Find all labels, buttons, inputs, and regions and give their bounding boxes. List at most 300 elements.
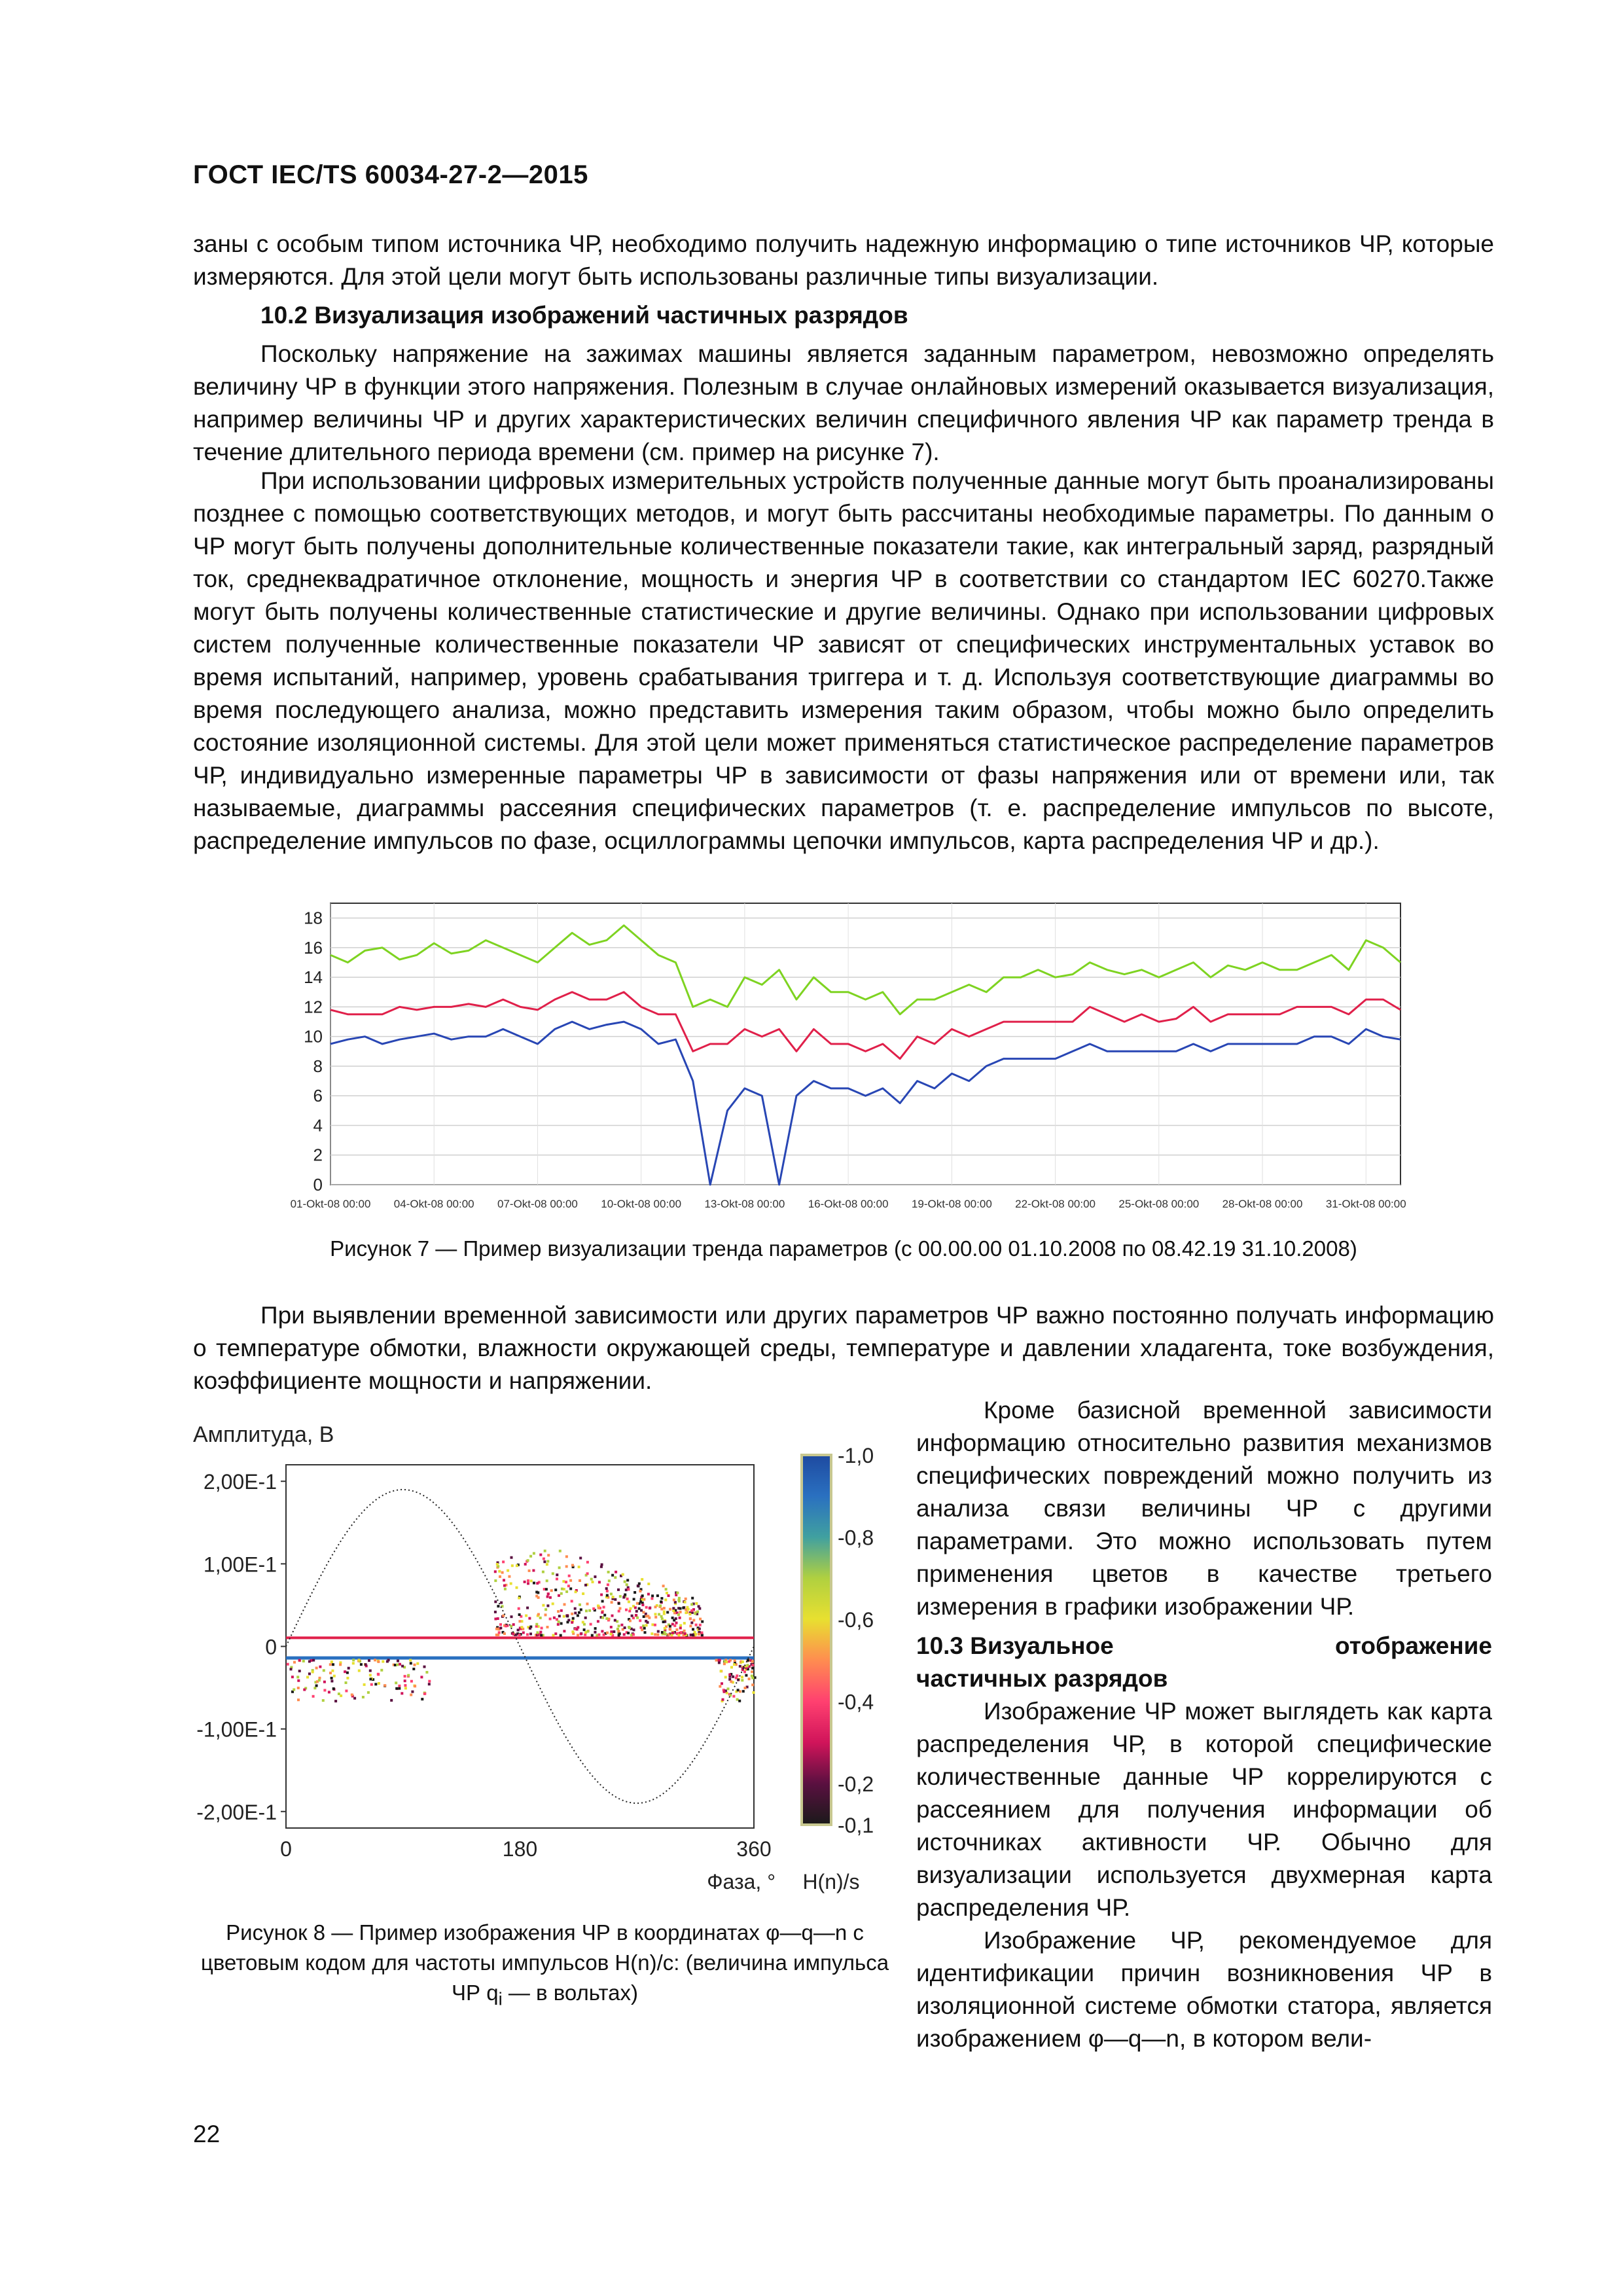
- pd-pattern-point: [560, 1609, 563, 1612]
- pd-pattern-point: [308, 1660, 311, 1663]
- pd-pattern-point: [733, 1663, 736, 1666]
- pd-pattern-point: [497, 1634, 499, 1636]
- pd-pattern-point: [728, 1678, 731, 1681]
- pd-pattern-point: [543, 1560, 546, 1563]
- trend-chart-y-tick-label: 4: [313, 1115, 323, 1136]
- pd-pattern-point: [494, 1570, 497, 1573]
- pd-pattern-point: [635, 1610, 638, 1613]
- pd-pattern-point: [688, 1613, 691, 1615]
- pd-pattern-point: [565, 1581, 567, 1583]
- pd-pattern-point: [753, 1691, 755, 1694]
- pd-pattern-point: [565, 1615, 568, 1617]
- pd-pattern-point: [651, 1597, 653, 1600]
- pd-pattern-point: [672, 1607, 675, 1609]
- pd-pattern-point: [694, 1633, 697, 1636]
- pd-pattern-point: [574, 1607, 577, 1610]
- pd-pattern-point: [290, 1668, 293, 1670]
- pd-pattern-point: [550, 1589, 553, 1592]
- pd-pattern-point: [546, 1596, 549, 1598]
- pd-pattern-point: [322, 1699, 325, 1702]
- pd-pattern-point: [498, 1570, 501, 1573]
- pd-pattern-point: [565, 1565, 568, 1568]
- pd-pattern-point: [736, 1698, 739, 1701]
- pd-pattern-point: [701, 1621, 704, 1623]
- pd-pattern-point: [603, 1606, 605, 1609]
- pd-pattern-x-tick-label: 360: [736, 1837, 772, 1861]
- pd-pattern-point: [615, 1571, 617, 1573]
- pd-pattern-colorbar: [802, 1444, 874, 1837]
- pd-pattern-point: [590, 1578, 593, 1581]
- trend-chart-y-tick-label: 6: [313, 1086, 323, 1106]
- pd-pattern-point: [618, 1624, 620, 1627]
- pd-pattern-point: [332, 1663, 334, 1666]
- pd-pattern-point: [654, 1633, 656, 1636]
- trend-chart-x-tick-label: 10-Okt-08 00:00: [601, 1198, 682, 1210]
- pd-pattern-point: [597, 1620, 599, 1623]
- pd-pattern-point: [511, 1564, 514, 1567]
- pd-pattern-point: [529, 1632, 532, 1635]
- pd-pattern-point: [377, 1660, 380, 1663]
- pd-pattern-point: [690, 1621, 693, 1624]
- pd-pattern-point: [680, 1631, 683, 1634]
- pd-pattern-point: [658, 1613, 660, 1616]
- pd-pattern-point: [645, 1624, 648, 1626]
- pd-pattern-point: [696, 1611, 699, 1613]
- pd-pattern-point: [741, 1676, 743, 1678]
- pd-pattern-point: [738, 1700, 741, 1702]
- pd-pattern-point: [689, 1617, 692, 1620]
- pd-pattern-point: [352, 1662, 355, 1664]
- pd-pattern-point: [565, 1590, 568, 1593]
- pd-pattern-point: [571, 1564, 574, 1567]
- pd-pattern-point: [660, 1600, 662, 1603]
- trend-chart: [275, 900, 1407, 1227]
- pd-pattern-point: [618, 1610, 620, 1613]
- trend-chart-x-tick-label: 31-Okt-08 00:00: [1325, 1198, 1406, 1210]
- pd-pattern-point: [622, 1573, 624, 1576]
- pd-pattern-point: [673, 1624, 676, 1627]
- pd-pattern-point: [569, 1587, 572, 1590]
- pd-pattern-point: [607, 1583, 609, 1586]
- pd-pattern-point: [510, 1556, 513, 1559]
- pd-pattern-point: [558, 1615, 561, 1617]
- pd-pattern-point: [736, 1674, 738, 1677]
- pd-pattern-point: [751, 1683, 754, 1686]
- pd-pattern-point: [701, 1632, 704, 1634]
- pd-pattern-colorbar-tick-label: -0,1: [838, 1814, 874, 1837]
- pd-pattern-point: [333, 1675, 336, 1677]
- pd-pattern-point: [533, 1552, 535, 1554]
- pd-pattern-chart: [193, 1419, 880, 1903]
- pd-pattern-point: [401, 1665, 404, 1668]
- pd-pattern-point: [518, 1620, 521, 1623]
- pd-pattern-point: [683, 1622, 686, 1624]
- pd-pattern-point: [601, 1600, 604, 1603]
- pd-pattern-point: [503, 1579, 505, 1581]
- pd-pattern-point: [578, 1611, 580, 1614]
- pd-pattern-point: [556, 1618, 558, 1621]
- page-number: 22: [193, 2121, 221, 2147]
- pd-pattern-point: [594, 1631, 596, 1634]
- pd-pattern-point: [560, 1592, 563, 1595]
- pd-pattern-point: [404, 1684, 406, 1687]
- pd-pattern-point: [542, 1604, 544, 1607]
- figure-8-caption: [193, 1918, 897, 2015]
- pd-pattern-point: [537, 1613, 540, 1616]
- pd-pattern-point: [631, 1615, 633, 1617]
- pd-pattern-point: [407, 1674, 410, 1677]
- pd-pattern-point: [524, 1563, 527, 1566]
- pd-pattern-point: [624, 1594, 626, 1596]
- pd-pattern-point: [633, 1628, 635, 1631]
- pd-pattern-point: [727, 1687, 730, 1690]
- section-heading-10-3-line1: [916, 1630, 1492, 1662]
- pd-pattern-point: [730, 1680, 732, 1683]
- pd-pattern-point: [675, 1628, 678, 1631]
- pd-pattern-x-ticks: [280, 1837, 772, 1861]
- pd-pattern-point: [723, 1691, 726, 1693]
- pd-pattern-point: [698, 1633, 700, 1636]
- pd-pattern-point: [546, 1563, 548, 1566]
- pd-pattern-point: [502, 1560, 505, 1563]
- pd-pattern-point: [414, 1685, 416, 1687]
- pd-pattern-point: [554, 1632, 557, 1635]
- pd-pattern-point: [545, 1588, 548, 1590]
- pd-pattern-point: [315, 1685, 318, 1687]
- pd-pattern-point: [499, 1626, 502, 1629]
- pd-pattern-point: [677, 1613, 680, 1616]
- pd-pattern-point: [611, 1601, 613, 1604]
- pd-pattern-point: [535, 1623, 538, 1626]
- pd-pattern-point: [672, 1609, 675, 1612]
- pd-pattern-point: [527, 1582, 529, 1585]
- pd-pattern-point: [634, 1606, 637, 1609]
- pd-pattern-point: [494, 1618, 497, 1621]
- pd-pattern-point: [297, 1687, 300, 1689]
- pd-pattern-point: [608, 1579, 611, 1582]
- pd-pattern-point: [622, 1596, 625, 1599]
- pd-pattern-point: [626, 1579, 629, 1581]
- pd-pattern-point: [642, 1624, 645, 1627]
- pd-pattern-point: [563, 1630, 565, 1632]
- pd-pattern-point: [730, 1666, 733, 1668]
- trend-chart-y-tick-label: 0: [313, 1175, 323, 1194]
- pd-pattern-point: [291, 1676, 294, 1678]
- pd-pattern-point: [751, 1667, 754, 1670]
- pd-pattern-point: [369, 1678, 372, 1681]
- paragraph-time-dependence: При выявлении временной зависимости или других параметров ЧР важно постоянно получать информацию о температуре обмотки, влажности окружающей среды, температуре и давлении хладагента, токе возбуждения, коэффициенте мощности и напряжении.: [193, 1302, 1494, 1394]
- pd-pattern-point: [580, 1633, 582, 1636]
- pd-pattern-point: [588, 1609, 591, 1612]
- pd-pattern-point: [728, 1674, 731, 1676]
- pd-pattern-point: [651, 1594, 654, 1597]
- pd-pattern-point: [334, 1700, 337, 1702]
- pd-pattern-point: [654, 1624, 656, 1626]
- pd-pattern-point: [638, 1583, 641, 1585]
- pd-pattern-point: [683, 1630, 686, 1632]
- pd-pattern-y-axis-label: Амплитуда, В: [193, 1422, 334, 1447]
- pd-pattern-point: [728, 1660, 730, 1663]
- pd-pattern-point: [306, 1676, 309, 1679]
- pd-pattern-point: [614, 1619, 616, 1622]
- pd-pattern-point: [651, 1623, 654, 1626]
- pd-pattern-point: [554, 1588, 557, 1591]
- pd-pattern-point: [692, 1628, 694, 1630]
- pd-pattern-point: [689, 1624, 692, 1627]
- pd-pattern-point: [323, 1689, 326, 1692]
- pd-pattern-point: [651, 1632, 653, 1635]
- pd-pattern-point: [685, 1611, 687, 1614]
- pd-pattern-point: [363, 1683, 366, 1686]
- pd-pattern-point: [577, 1614, 579, 1617]
- pd-pattern-point: [571, 1630, 574, 1633]
- pd-pattern-point: [345, 1690, 348, 1693]
- pd-pattern-point: [641, 1594, 644, 1597]
- pd-pattern-point: [553, 1617, 556, 1619]
- pd-pattern-point: [532, 1570, 535, 1572]
- figure-8-caption-main: Рисунок 8 — Пример изображения ЧР в координатах φ—q—n с цветовым кодом для частоты импульсов H(n)/с: (величина импульса ЧР q: [200, 1920, 889, 2005]
- pd-pattern-point: [540, 1634, 543, 1636]
- pd-pattern-point: [533, 1582, 535, 1585]
- pd-pattern-point: [546, 1579, 548, 1582]
- pd-pattern-point: [425, 1671, 428, 1674]
- pd-pattern-point: [293, 1661, 296, 1664]
- pd-pattern-point: [660, 1608, 663, 1611]
- pd-pattern-point: [542, 1571, 544, 1573]
- pd-pattern-point: [549, 1596, 552, 1599]
- pd-pattern-point: [510, 1583, 512, 1585]
- pd-pattern-point: [562, 1580, 565, 1583]
- pd-pattern-point: [620, 1624, 623, 1626]
- pd-pattern-point: [319, 1666, 321, 1668]
- trend-chart-x-tick-label: 22-Okt-08 00:00: [1015, 1198, 1096, 1210]
- pd-pattern-point: [682, 1607, 685, 1609]
- pd-pattern-point: [527, 1559, 529, 1562]
- pd-pattern-point: [552, 1634, 555, 1637]
- pd-pattern-point: [628, 1626, 631, 1629]
- pd-pattern-point: [647, 1583, 650, 1585]
- pd-pattern-point: [368, 1659, 370, 1662]
- pd-pattern-point: [666, 1592, 668, 1594]
- pd-pattern-point: [605, 1617, 608, 1620]
- pd-pattern-point: [560, 1623, 563, 1625]
- pd-pattern-point: [664, 1633, 667, 1636]
- pd-pattern-point: [568, 1575, 571, 1577]
- pd-pattern-point: [563, 1615, 565, 1618]
- pd-pattern-point: [510, 1615, 513, 1618]
- pd-pattern-point: [741, 1660, 744, 1663]
- pd-pattern-point: [628, 1600, 630, 1603]
- pd-pattern-y-ticks: [196, 1470, 286, 1824]
- pd-pattern-point: [606, 1590, 609, 1592]
- pd-pattern-point: [494, 1600, 497, 1603]
- pd-pattern-point: [578, 1566, 580, 1568]
- pd-pattern-point: [380, 1669, 383, 1672]
- pd-pattern-point: [529, 1555, 532, 1558]
- pd-pattern-point: [338, 1693, 340, 1695]
- pd-pattern-point: [329, 1663, 332, 1666]
- pd-pattern-point: [610, 1592, 613, 1595]
- pd-pattern-point: [539, 1554, 542, 1556]
- pd-pattern-colorbar-title: H(n)/s: [802, 1870, 860, 1893]
- pd-pattern-point: [390, 1699, 393, 1702]
- pd-pattern-point: [558, 1621, 560, 1623]
- pd-pattern-point: [428, 1683, 431, 1685]
- trend-chart-x-tick-label: 25-Okt-08 00:00: [1118, 1198, 1200, 1210]
- section-heading-10-3-line2: частичных разрядов: [916, 1665, 1168, 1692]
- pd-pattern-point: [679, 1626, 682, 1629]
- pd-pattern-point: [610, 1633, 613, 1636]
- pd-pattern-point: [601, 1617, 604, 1619]
- pd-pattern-point: [332, 1687, 335, 1690]
- pd-pattern-point: [546, 1560, 549, 1563]
- pd-pattern-x-tick-label: 0: [280, 1837, 292, 1861]
- pd-pattern-point: [529, 1627, 531, 1630]
- pd-pattern-point: [695, 1624, 698, 1626]
- pd-pattern-point: [576, 1628, 579, 1630]
- paragraph-trend: Поскольку напряжение на зажимах машины является заданным параметром, невозможно определять величину ЧР в функции этого напряжения. Полезным в случае онлайновых измерений оказывается визуализация, например величины ЧР и других характеристических величин специфичного явления ЧР как параметр тренда в течение длительного периода времени (см. пример на рисунке 7).: [193, 340, 1494, 465]
- pd-pattern-point: [624, 1581, 626, 1583]
- pd-pattern-point: [539, 1617, 542, 1619]
- pd-pattern-point: [499, 1575, 501, 1578]
- pd-pattern-point: [541, 1627, 543, 1630]
- pd-pattern-point: [558, 1566, 561, 1569]
- pd-pattern-point: [339, 1663, 342, 1666]
- pd-pattern-point: [751, 1670, 753, 1673]
- pd-pattern-point: [692, 1619, 695, 1622]
- pd-pattern-colorbar-tick-label: -0,2: [838, 1772, 874, 1797]
- pd-pattern-point: [614, 1576, 616, 1579]
- pd-pattern-point: [641, 1604, 644, 1606]
- trend-chart-y-tick-label: 18: [304, 908, 323, 928]
- pd-pattern-point: [628, 1610, 631, 1613]
- pd-pattern-point: [503, 1585, 506, 1587]
- pd-pattern-point: [396, 1664, 399, 1666]
- pd-pattern-point: [352, 1659, 355, 1661]
- pd-pattern-point: [344, 1670, 346, 1673]
- pd-pattern-point: [398, 1685, 401, 1687]
- pd-pattern-point: [673, 1599, 675, 1602]
- pd-pattern-point: [499, 1623, 502, 1626]
- pd-pattern-point: [715, 1659, 718, 1662]
- pd-pattern-point: [698, 1628, 701, 1630]
- pd-pattern-point: [312, 1671, 314, 1674]
- pd-pattern-point: [558, 1594, 560, 1597]
- pd-pattern-point: [674, 1601, 677, 1604]
- pd-pattern-point: [611, 1574, 614, 1577]
- pd-pattern-point: [668, 1634, 670, 1636]
- pd-pattern-point: [641, 1628, 643, 1631]
- pd-pattern-point: [401, 1692, 403, 1695]
- pd-pattern-point: [633, 1598, 635, 1600]
- pd-pattern-point: [579, 1579, 581, 1582]
- pd-pattern-point: [348, 1667, 350, 1670]
- pd-pattern-point: [662, 1585, 665, 1587]
- pd-pattern-point: [606, 1632, 609, 1634]
- pd-pattern-point: [605, 1587, 608, 1590]
- pd-pattern-positive-band: [286, 1636, 754, 1639]
- pd-pattern-point: [329, 1672, 332, 1674]
- pd-pattern-point: [567, 1585, 570, 1587]
- pd-pattern-point: [618, 1634, 620, 1637]
- pd-pattern-point: [663, 1610, 666, 1613]
- pd-pattern-point: [627, 1588, 630, 1590]
- pd-pattern-point: [685, 1608, 687, 1611]
- pd-pattern-point: [699, 1624, 702, 1626]
- pd-pattern-point: [328, 1691, 330, 1693]
- pd-pattern-point: [409, 1659, 412, 1662]
- pd-pattern-point: [607, 1571, 610, 1573]
- pd-pattern-point: [525, 1615, 527, 1617]
- pd-pattern-point: [563, 1603, 566, 1605]
- pd-pattern-point: [507, 1570, 509, 1572]
- pd-pattern-point: [586, 1603, 589, 1605]
- trend-chart-y-tick-label: 16: [304, 937, 323, 958]
- pd-pattern-point: [690, 1609, 693, 1612]
- section-heading-10-3-part-b: отображение: [1335, 1632, 1492, 1659]
- pd-pattern-point: [503, 1632, 506, 1635]
- pd-pattern-point: [501, 1571, 504, 1574]
- trend-chart-x-tick-label: 01-Okt-08 00:00: [290, 1198, 371, 1210]
- pd-pattern-point: [498, 1631, 501, 1634]
- pd-pattern-point: [632, 1633, 635, 1636]
- pd-pattern-point: [606, 1594, 609, 1597]
- pd-pattern-x-axis-label: Фаза, °: [707, 1870, 776, 1893]
- pd-pattern-point: [639, 1600, 642, 1603]
- pd-pattern-point: [397, 1660, 399, 1662]
- pd-pattern-point: [720, 1670, 722, 1672]
- pd-pattern-point: [518, 1634, 521, 1636]
- pd-pattern-point: [569, 1579, 572, 1582]
- pd-pattern-point: [591, 1634, 594, 1637]
- pd-pattern-point: [586, 1572, 589, 1575]
- pd-pattern-colorbar-tick-label: -1,0: [838, 1444, 874, 1467]
- pd-pattern-point: [579, 1557, 582, 1560]
- pd-pattern-negative-band: [286, 1657, 754, 1660]
- pd-pattern-colorbar-tick-label: -0,4: [838, 1690, 874, 1714]
- pd-pattern-point: [668, 1594, 670, 1597]
- pd-pattern-point: [610, 1630, 613, 1633]
- pd-pattern-point: [559, 1550, 562, 1552]
- trend-chart-x-tick-label: 04-Okt-08 00:00: [393, 1198, 474, 1210]
- pd-pattern-point: [331, 1670, 334, 1672]
- pd-pattern-point: [592, 1581, 594, 1583]
- pd-pattern-point: [671, 1623, 674, 1626]
- pd-pattern-point: [739, 1665, 741, 1668]
- pd-pattern-point: [747, 1659, 749, 1662]
- pd-pattern-point: [673, 1619, 675, 1622]
- pd-pattern-point: [512, 1623, 515, 1626]
- pd-pattern-point: [420, 1676, 423, 1678]
- pd-pattern-point: [308, 1672, 311, 1675]
- trend-chart-x-ticks: [291, 1198, 1406, 1210]
- paragraph-continuation: заны с особым типом источника ЧР, необходимо получить надежную информацию о типе источников ЧР, которые измеряются. Для этой цели могут быть использованы различные типы визуализации.: [193, 230, 1494, 290]
- pd-pattern-point: [382, 1660, 384, 1663]
- pd-pattern-point: [691, 1597, 694, 1600]
- pd-pattern-point: [544, 1550, 546, 1552]
- pd-pattern-point: [699, 1618, 702, 1621]
- pd-pattern-point: [518, 1613, 521, 1616]
- trend-chart-x-tick-label: 07-Okt-08 00:00: [497, 1198, 578, 1210]
- pd-pattern-point: [571, 1613, 573, 1615]
- pd-pattern-point: [404, 1687, 407, 1689]
- pd-pattern-point: [694, 1612, 696, 1615]
- pd-pattern-point: [330, 1680, 333, 1683]
- pd-pattern-point: [526, 1607, 529, 1609]
- pd-pattern-point: [640, 1626, 643, 1629]
- pd-pattern-point: [504, 1588, 507, 1590]
- right-column: [916, 1394, 1492, 2055]
